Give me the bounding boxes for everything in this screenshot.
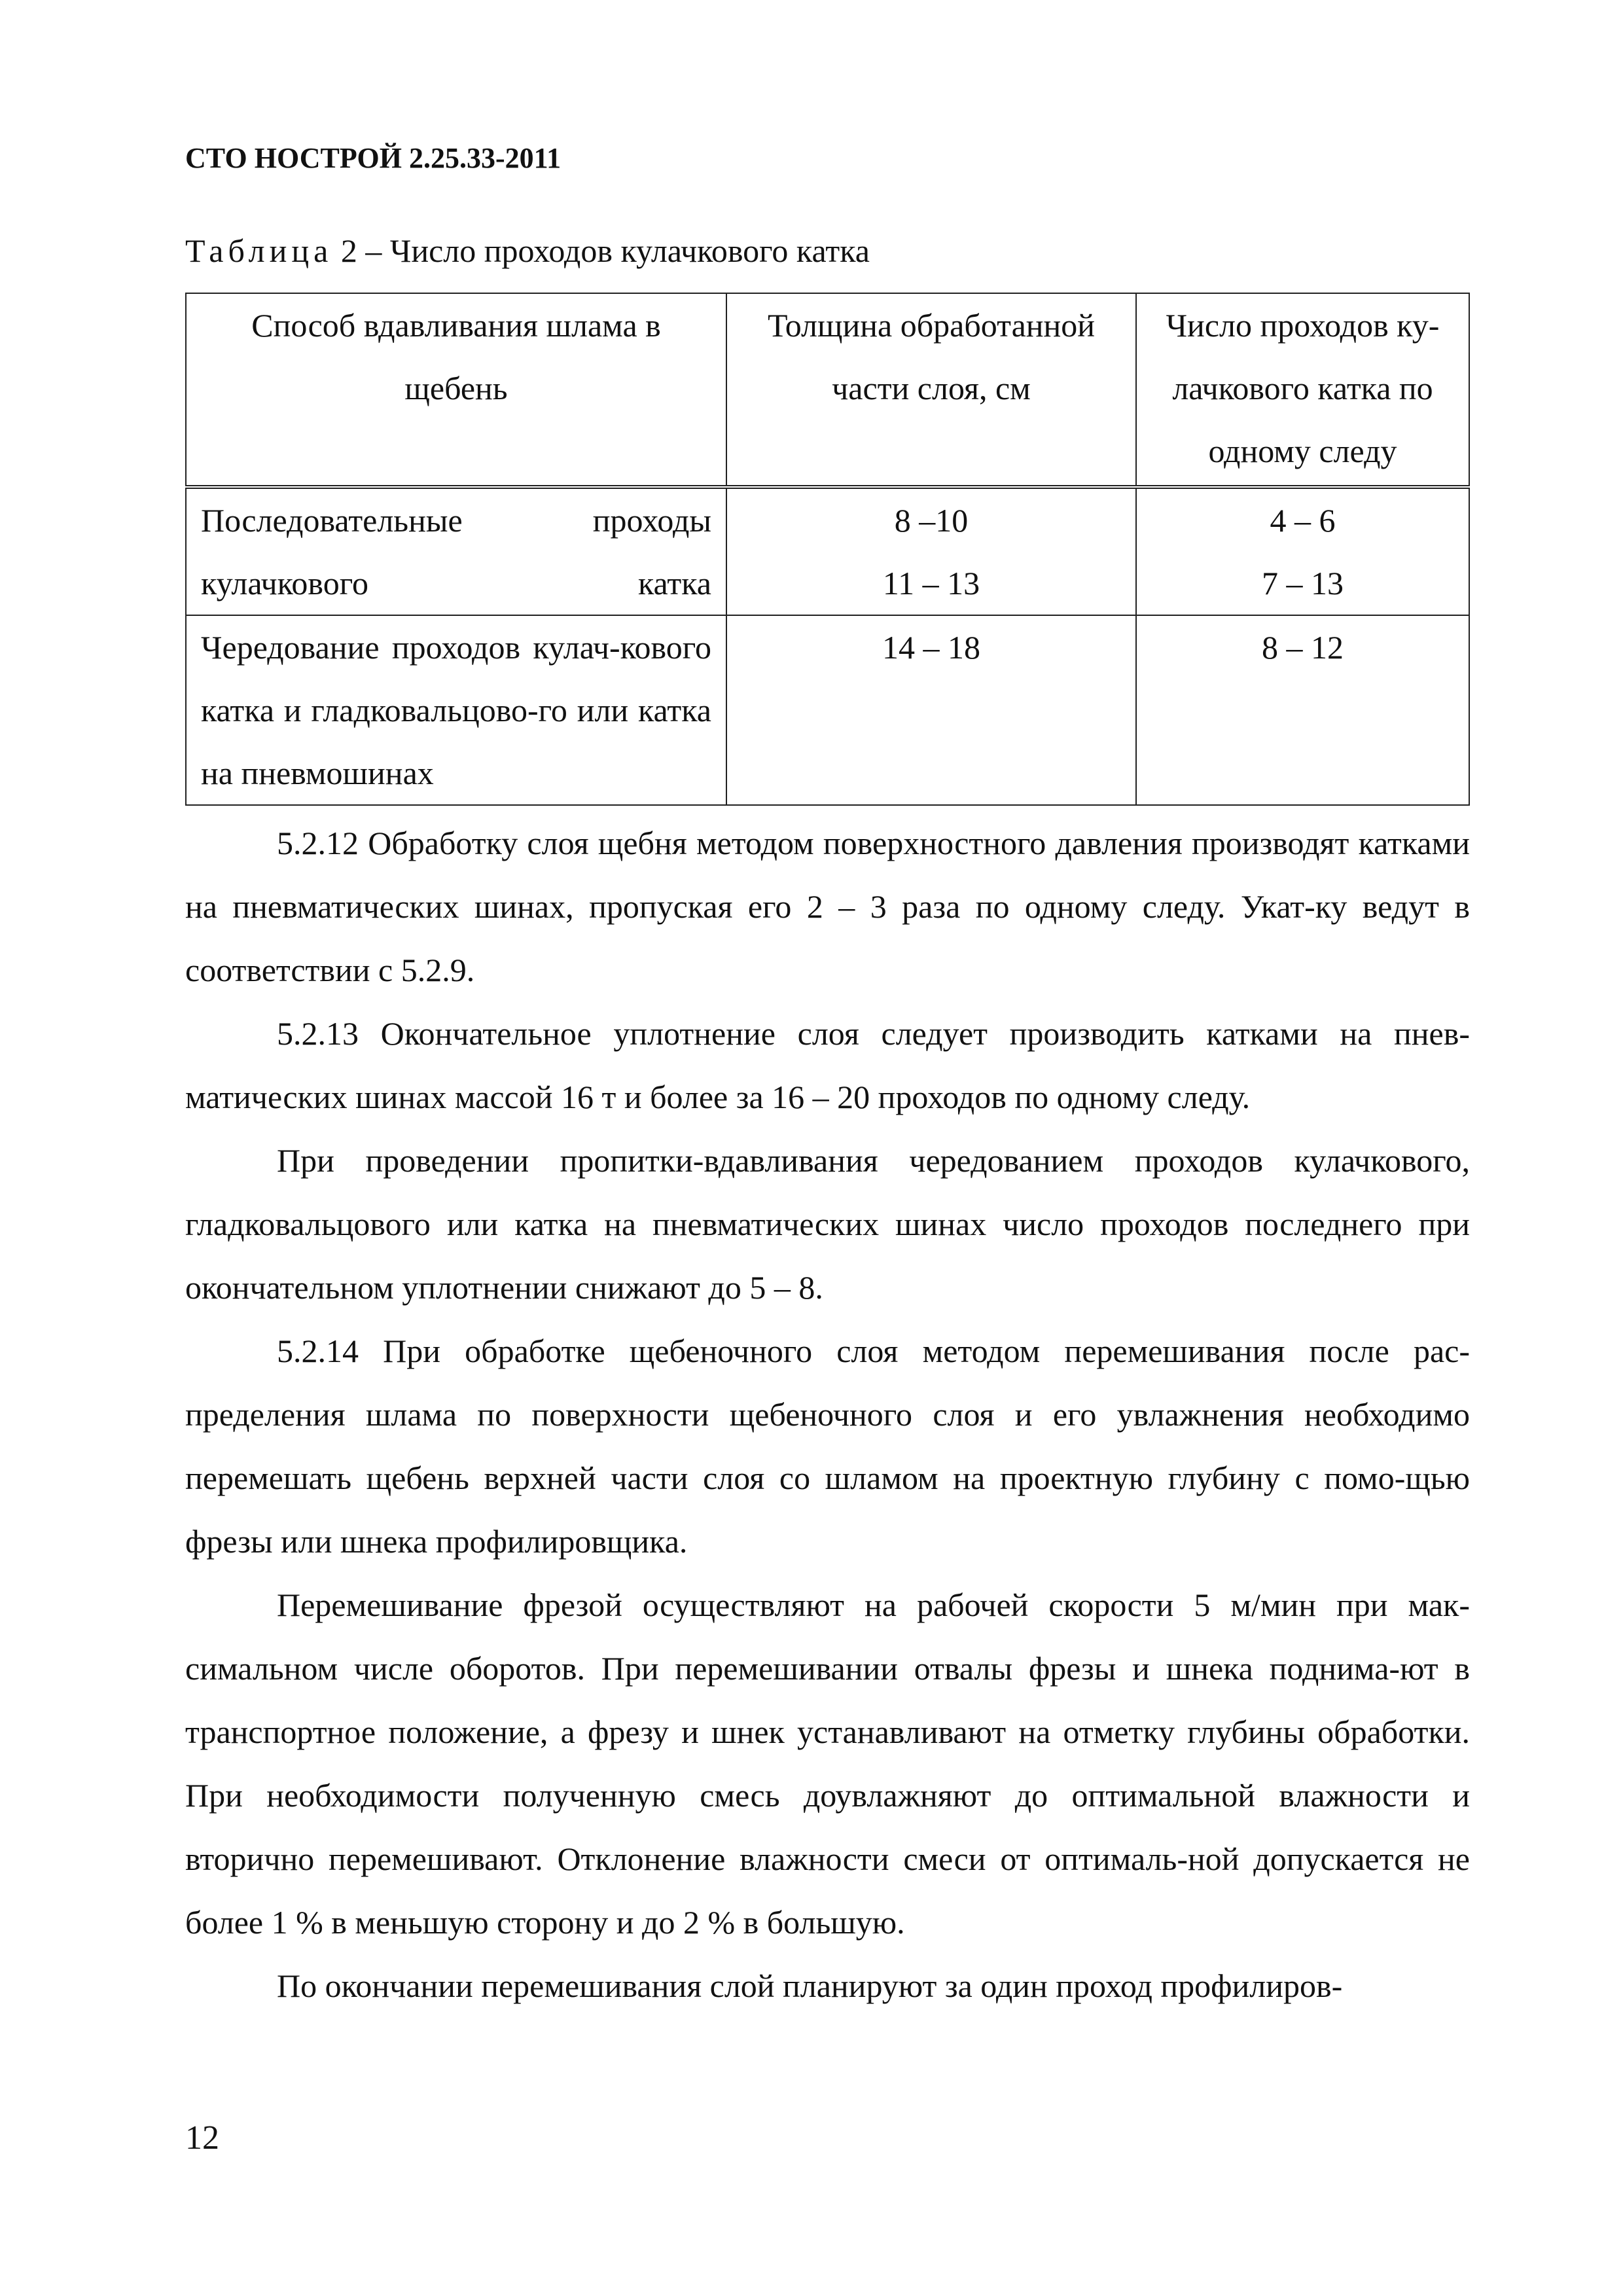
body-text [185, 812, 1470, 2018]
thickness-cell [726, 487, 1136, 615]
table-caption-label: Таблица [185, 232, 333, 269]
paragraph-planning: По окончании перемешивания слой планируют за один проход профилиров- [277, 1967, 1343, 2004]
table-row [186, 615, 1469, 805]
column-header-method: Способ вдавливания шлама в щебень [186, 293, 726, 487]
paragraph-mixing: Перемешивание фрезой осуществляют на рабочей скорости 5 м/мин при мак-симальном числе оборотов. При перемешивании отвалы фрезы и шнека поднима-ют в транспортное положение, а фрезу и шнек устанавливают на отметку глубины обработки. При необходимости полученную смесь доувлажняют до оптимальной влажности и вторично перемешивают. Отклонение влажности смеси от оптималь-ной допускается не более 1 % в меньшую сторону и до 2 % в большую. [185, 1587, 1470, 1941]
method-cell: Последовательные проходы кулачкового катка [186, 487, 726, 615]
thickness-value: 8 –10 [894, 502, 969, 539]
paragraph-impregnation: При проведении пропитки-вдавливания чередованием проходов кулачкового, гладковальцового или катка на пневматических шинах число проходов последнего при окончательном уплотнении снижают до 5 – 8. [185, 1142, 1470, 1306]
thickness-cell [726, 615, 1136, 805]
table-caption [185, 228, 870, 274]
table-header-row [186, 293, 1469, 487]
passes-value: 4 – 6 [1270, 502, 1336, 539]
page-number: 12 [185, 2119, 219, 2157]
document-code-header: СТО НОСТРОЙ 2.25.33-2011 [185, 142, 562, 174]
paragraph-5-2-13: 5.2.13 Окончательное уплотнение слоя следует производить катками на пнев-матических шинах массой 16 т и более за 16 – 20 проходов по одному следу. [185, 1015, 1470, 1115]
thickness-value: 14 – 18 [882, 629, 980, 666]
method-cell: Чередование проходов кулач-кового катка и гладковальцово-го или катка на пневмошинах [186, 615, 726, 805]
table-caption-title: – Число проходов кулачкового катка [365, 232, 870, 269]
table-caption-number: 2 [340, 232, 357, 269]
passes-cell [1136, 615, 1469, 805]
passes-value: 8 – 12 [1262, 629, 1344, 666]
passes-table [185, 293, 1470, 806]
column-header-passes: Число проходов ку-лачкового катка по одному следу [1136, 293, 1469, 487]
paragraph-5-2-14: 5.2.14 При обработке щебеночного слоя методом перемешивания после рас-пределения шлама по поверхности щебеночного слоя и его увлажнения необходимо перемешать щебень верхней части слоя со шламом на проектную глубину с помо-щью фрезы или шнека профилировщика. [185, 1333, 1470, 1560]
paragraph-5-2-12: 5.2.12 Обработку слоя щебня методом поверхностного давления производят катками на пневматических шинах, пропуская его 2 – 3 раза по одному следу. Укат-ку ведут в соответствии с 5.2.9. [185, 825, 1470, 988]
column-header-thickness: Толщина обработанной части слоя, см [726, 293, 1136, 487]
table-row [186, 487, 1469, 615]
passes-cell [1136, 487, 1469, 615]
thickness-value: 11 – 13 [882, 565, 980, 601]
passes-value: 7 – 13 [1262, 565, 1344, 601]
